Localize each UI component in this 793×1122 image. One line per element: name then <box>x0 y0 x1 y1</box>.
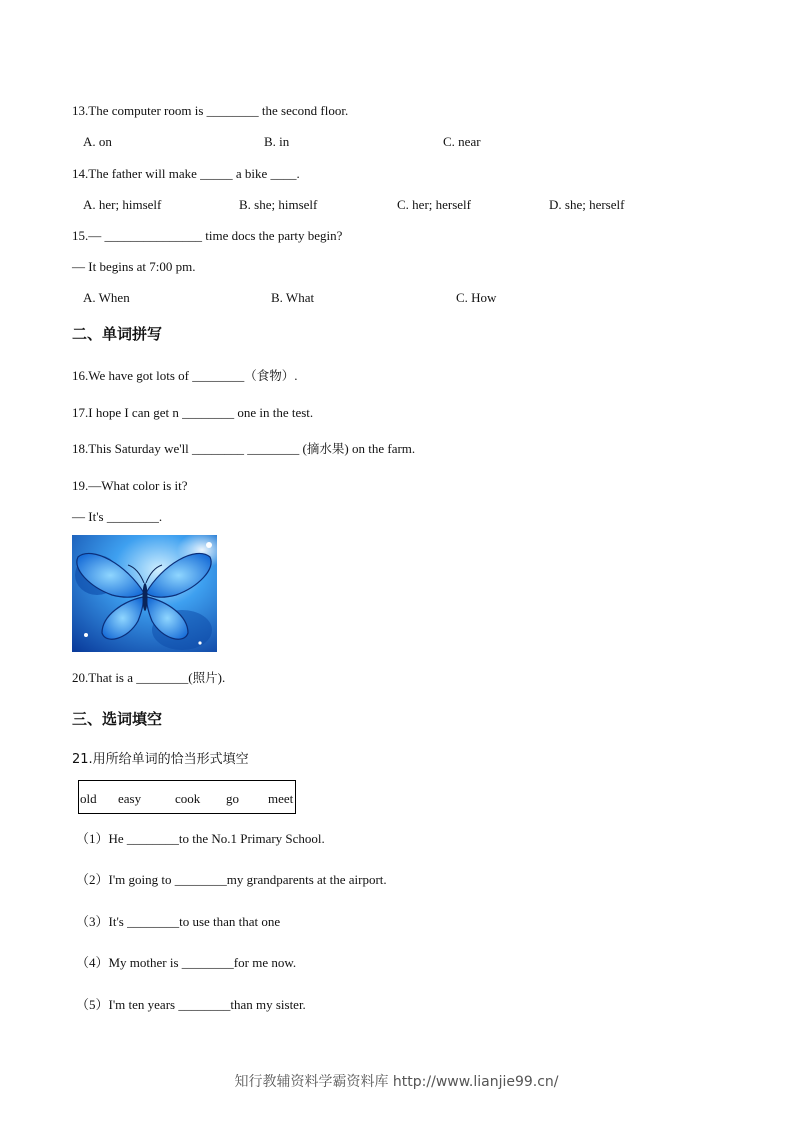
word-bank-item: go <box>226 791 239 806</box>
q20-hint: 照片 <box>192 670 218 685</box>
q14-option-c: C. her; herself <box>397 197 472 212</box>
q18-hint: 摘水果 <box>306 441 345 456</box>
word-bank-item: old <box>80 791 97 806</box>
q21-item-4: （4）My mother is ________for me now. <box>76 955 297 970</box>
q13-option-a: A. on <box>83 134 112 149</box>
question-17: 17.I hope I can get n ________ one in the test. <box>72 405 314 420</box>
question-19: 19.—What color is it? <box>72 478 188 493</box>
word-bank-item: cook <box>175 791 201 806</box>
section-3-title: 三、选词填空 <box>72 710 163 728</box>
q18-text: 18.This Saturday we'll ________ ________ ( <box>72 441 307 456</box>
question-14-stem: 14.The father will make _____ a bike ____. <box>72 166 300 181</box>
q16-text: 16.We have got lots of ________ <box>72 368 245 383</box>
question-19-reply: — It's ________. <box>72 509 163 524</box>
q15-option-a: A. When <box>83 290 130 305</box>
q20-end: ). <box>217 670 226 685</box>
q16-hint: （食物） <box>244 368 295 383</box>
q13-option-c: C. near <box>443 134 481 149</box>
word-bank-box <box>78 780 296 814</box>
q16-end: . <box>294 368 298 383</box>
q14-option-a: A. her; himself <box>83 197 162 212</box>
question-13-stem: 13.The computer room is ________ the second floor. <box>72 103 349 118</box>
butterfly-image <box>72 535 217 652</box>
q21-item-3: （3）It's ________to use than that one <box>76 914 281 929</box>
q21-item-1: （1）He ________to the No.1 Primary School. <box>76 831 325 846</box>
q21-item-5: （5）I'm ten years ________than my sister. <box>76 997 306 1012</box>
q21-item-2: （2）I'm going to ________my grandparents at the airport. <box>76 872 387 887</box>
q18-end: ) on the farm. <box>344 441 416 456</box>
question-16 <box>72 368 298 384</box>
question-15-stem: 15.— _______________ time docs the party begin? <box>72 228 343 243</box>
q15-option-b: B. What <box>271 290 315 305</box>
footer-watermark: 知行教辅资料学霸资料库 http://www.lianjie99.cn/ <box>234 1074 559 1090</box>
q20-text: 20.That is a ________( <box>72 670 193 685</box>
question-20 <box>72 670 225 686</box>
question-21: 21.用所给单词的恰当形式填空 <box>72 752 249 767</box>
q15-option-c: C. How <box>456 290 497 305</box>
q14-option-b: B. she; himself <box>239 197 318 212</box>
word-bank-item: meet <box>268 791 294 806</box>
q14-option-d: D. she; herself <box>549 197 625 212</box>
question-18 <box>72 441 415 457</box>
question-15-reply: — It begins at 7:00 pm. <box>72 259 196 274</box>
q13-option-b: B. in <box>264 134 290 149</box>
word-bank-item: easy <box>118 791 142 806</box>
section-2-title: 二、单词拼写 <box>72 325 163 343</box>
